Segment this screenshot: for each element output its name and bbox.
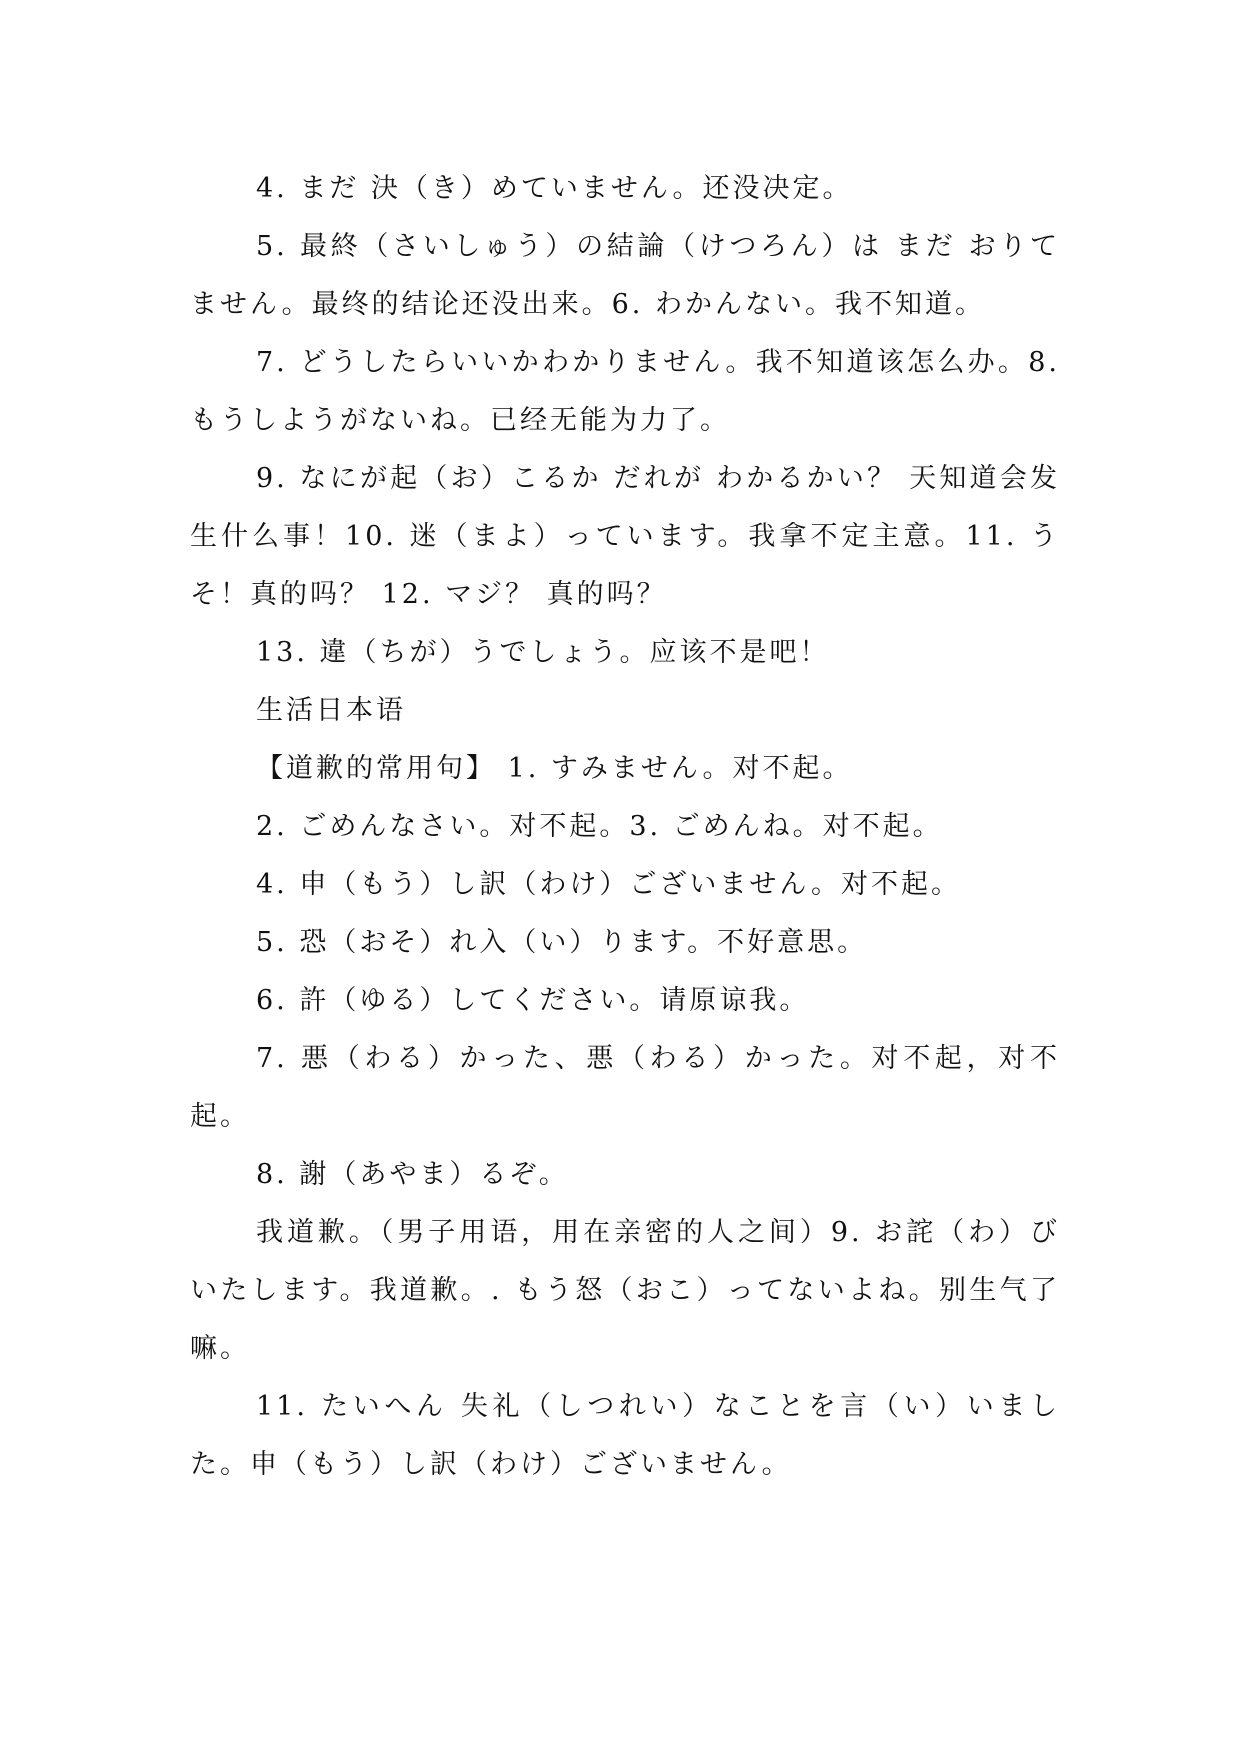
- paragraph-dont-know-what-to-do: 7. どうしたらいいかわかりません。我不知道该怎么办。8. もうしようがないね。已经无能为力了。: [190, 347, 1060, 436]
- paragraph-should-not-be: 13. 違（ちが）うでしょう。应该不是吧！: [256, 637, 830, 668]
- paragraph-who-knows: 9. なにが起（お）こるか だれが わかるかい？ 天知道会发生什么事！10. 迷（まよ）っています。我拿不定主意。11. うそ！真的吗？ 12. マジ？ 真的吗？: [190, 463, 1060, 610]
- paragraph-owabi: 我道歉。（男子用语，用在亲密的人之间）9. お詫（わ）びいたします。我道歉。. もう怒（おこ）ってないよね。别生气了嘛。: [190, 1217, 1060, 1364]
- paragraph-final-conclusion: 5. 最終（さいしゅう）の結論（けつろん）は まだ おりてません。最终的结论还没出来。6. わかんない。我不知道。: [190, 231, 1060, 320]
- paragraph-shitsurei: 11. たいへん 失礼（しつれい）なことを言（い）いました。申（もう）し訳（わけ）ございません。: [190, 1391, 1060, 1480]
- paragraph-gomennasai: 2. ごめんなさい。对不起。3. ごめんね。对不起。: [256, 811, 943, 842]
- paragraph-warukatta: 7. 悪（わる）かった、悪（わる）かった。对不起，对不起。: [190, 1043, 1060, 1132]
- paragraph-yurushite: 6. 許（ゆる）してください。请原谅我。: [256, 985, 810, 1016]
- paragraph-apology-heading: 【道歉的常用句】 1. すみません。对不起。: [256, 753, 853, 784]
- section-title-daily-japanese: 生活日本语: [256, 695, 406, 726]
- paragraph-osoreirimasu: 5. 恐（おそ）れ入（い）ります。不好意思。: [256, 927, 868, 958]
- document-body: [190, 160, 1060, 1494]
- paragraph-not-decided: 4. まだ 決（き）めていません。还没决定。: [256, 173, 853, 204]
- paragraph-ayamaruzo: 8. 謝（あやま）るぞ。: [256, 1159, 569, 1190]
- paragraph-moushiwake: 4. 申（もう）し訳（わけ）ございません。对不起。: [256, 869, 961, 900]
